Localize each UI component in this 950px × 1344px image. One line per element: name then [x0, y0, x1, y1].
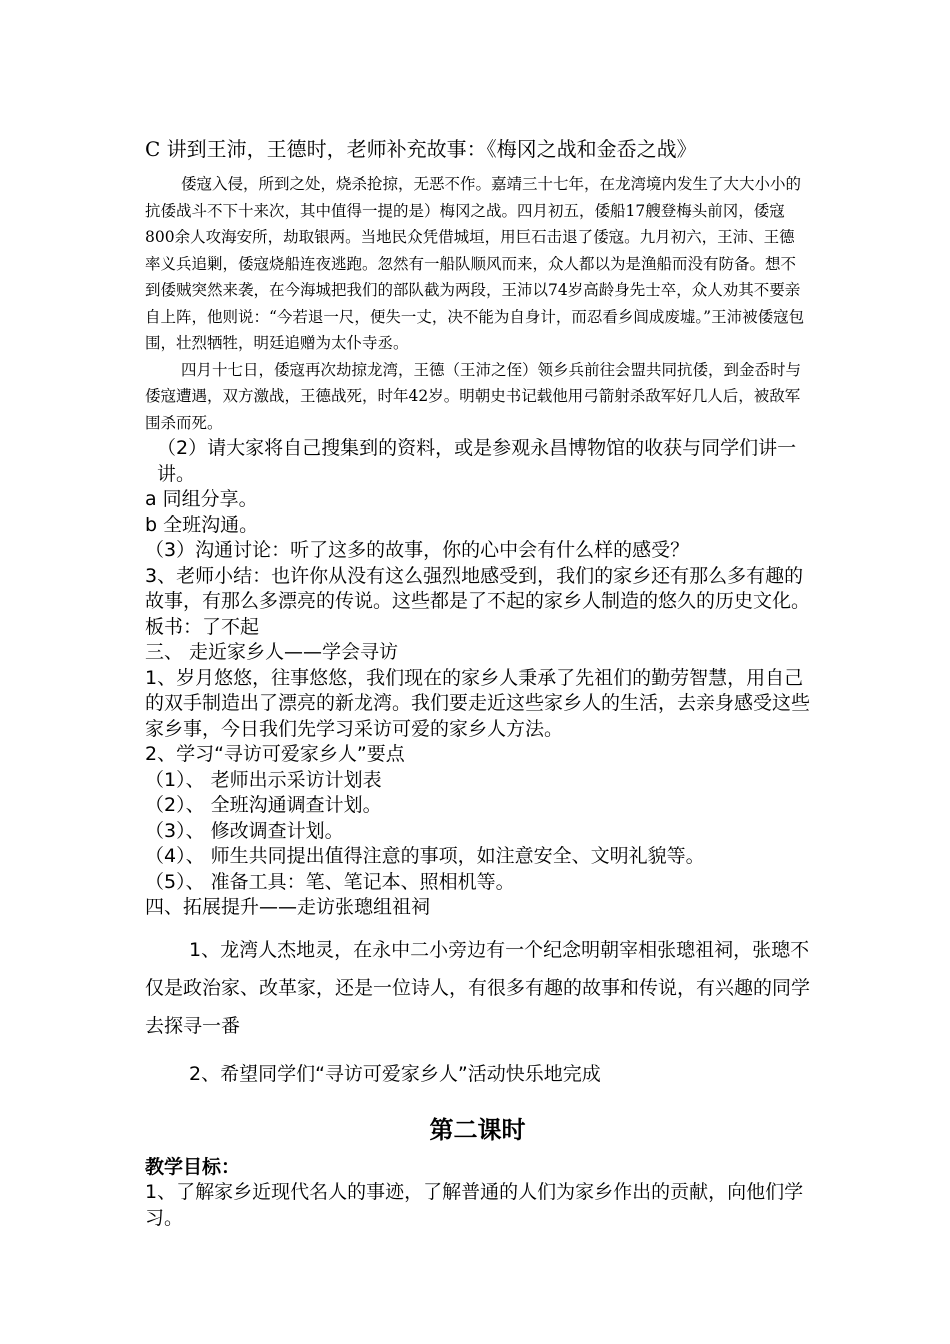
extend-paragraph-1: 1、龙湾人杰地灵，在永中二小旁边有一个纪念明朝宰相张璁祖祠，张璁不仅是政治家、改革家，还是一位诗人，有很多有趣的故事和传说，有兴趣的同学去探寻一番: [145, 938, 811, 1037]
learn-points-heading: 2、学习“寻访可爱家乡人”要点: [145, 743, 405, 765]
story-block: [145, 171, 810, 436]
step-3: （3）、 修改调查计划。: [145, 819, 344, 842]
step-5: （5）、 准备工具：笔、笔记本、照相机等。: [145, 870, 515, 893]
step-1: （1）、 老师出示采访计划表: [145, 768, 382, 791]
story-heading: C 讲到王沛，王德时，老师补充故事：《梅冈之战和金岙之战》: [145, 137, 697, 161]
class-discussion: b 全班沟通。: [145, 513, 259, 536]
teacher-summary: 3、老师小结：也许你从没有这么强烈地感受到，我们的家乡还有那么多有趣的故事，有那么多漂亮的传说。这些都是了不起的家乡人制造的悠久的历史文化。板书：了不起: [145, 564, 811, 638]
discussion-question: （3）沟通讨论：听了这多的故事，你的心中会有什么样的感受？: [145, 539, 690, 561]
years-paragraph: 1、岁月悠悠，往事悠悠，我们现在的家乡人秉承了先祖们的勤劳智慧，用自己的双手制造出了漂亮的新龙湾。我们要走近这些家乡人的生活，去亲身感受这些家乡事，今日我们先学习采访可爱的家乡人方法。: [145, 666, 811, 740]
group-share: a 同组分享。: [145, 488, 258, 510]
lesson-2-title: 第二课时: [429, 1115, 526, 1144]
teaching-goal-1: 1、了解家乡近现代名人的事迹，了解普通的人们为家乡作出的贡献，向他们学习。: [145, 1181, 804, 1229]
share-instruction: （2）请大家将自己搜集到的资料，或是参观永昌博物馆的收获与同学们讲一讲。: [157, 437, 797, 485]
extend-paragraph-2: 2、希望同学们“寻访可爱家乡人”活动快乐地完成: [189, 1062, 601, 1085]
step-4: （4）、 师生共同提出值得注意的事项，如注意安全、文明礼貌等。: [145, 845, 705, 867]
section-3-heading: 三、 走近家乡人——学会寻访: [145, 641, 399, 663]
section-4-heading: 四、拓展提升——走访张璁组祖祠: [145, 896, 431, 918]
step-2: （2）、 全班沟通调查计划。: [145, 794, 382, 816]
story-paragraph-1: 倭寇入侵，所到之处，烧杀抢掠，无恶不作。嘉靖三十七年，在龙湾境内发生了大大小小的抗倭战斗不下十来次，其中值得一提的是）梅冈之战。四月初五，倭船17艘登梅头前冈，倭寇800余人攻海安所，劫取银两。当地民众凭借城垣，用巨石击退了倭寇。九月初六，王沛、王德率义兵追剿，倭寇烧船连夜逃跑。忽然有一船队顺风而来，众人都以为是渔船而没有防备。想不到倭贼突然来袭，在今海城把我们的部队截为两段，王沛以74岁高龄身先士卒，众人劝其不要亲自上阵，他则说：“今若退一尺，便失一丈，决不能为自身计，而忍看乡闾成废墟。”王沛被倭寇包围，壮烈牺牲，明廷追赠为太仆寺丞。: [145, 175, 805, 352]
document-content: [145, 135, 810, 1231]
teaching-goals-label: 教学目标：: [145, 1155, 241, 1178]
story-paragraph-2: 四月十七日，倭寇再次劫掠龙湾，王德（王沛之侄）领乡兵前往会盟共同抗倭，到金岙时与倭寇遭遇，双方激战，王德战死，时年42岁。明朝史书记载他用弓箭射杀敌军好几人后，被敌军围杀而死。: [145, 360, 802, 432]
